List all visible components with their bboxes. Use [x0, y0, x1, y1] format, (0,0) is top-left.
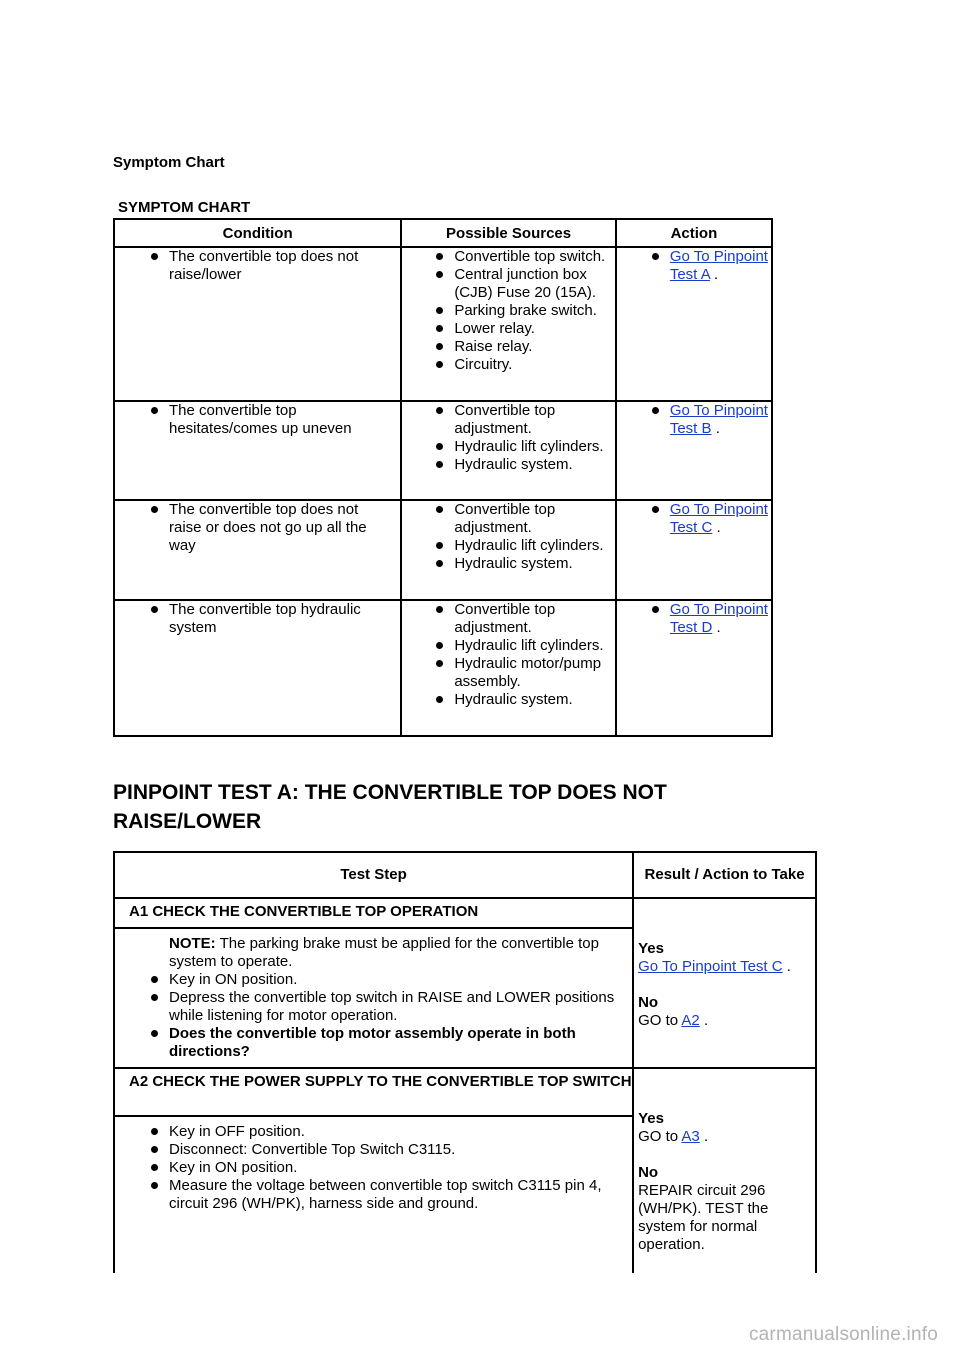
source-item: Raise relay.: [402, 338, 615, 356]
step-a2-body: [114, 1116, 633, 1273]
step-bullet: Depress the convertible top switch in RAISE and LOWER positions while listening for motor operation.: [115, 989, 620, 1025]
go-to-a2-link[interactable]: A2: [681, 1012, 700, 1029]
yes-prefix: GO to: [638, 1128, 682, 1145]
column-header-possible-sources: Possible Sources: [401, 219, 616, 247]
step-a1-body: [114, 928, 633, 1068]
source-item: Hydraulic lift cylinders.: [402, 637, 615, 655]
action-suffix: .: [716, 519, 721, 536]
source-item: Convertible top switch.: [402, 248, 615, 266]
pinpoint-test-d-link[interactable]: Go To Pinpoint Test D: [669, 601, 768, 636]
step-bullet: Key in OFF position.: [115, 1123, 620, 1141]
source-item: Hydraulic system.: [402, 691, 615, 709]
pinpoint-test-b-link[interactable]: Go To Pinpoint Test B: [669, 402, 768, 437]
column-header-test-step: Test Step: [114, 852, 633, 898]
source-item: Circuitry.: [402, 356, 615, 374]
symptom-chart-header-row: [114, 219, 772, 247]
symptom-chart-caption: SYMPTOM CHART: [118, 199, 251, 216]
section-title: Symptom Chart: [113, 154, 225, 171]
watermark: carmanualsonline.info: [748, 1324, 938, 1345]
pinpoint-header-row: [114, 852, 816, 898]
no-label: No: [638, 994, 659, 1011]
no-text: REPAIR circuit 296 (WH/PK). TEST the system for normal operation.: [638, 1182, 769, 1253]
step-header-row: [114, 1068, 816, 1116]
source-item: Hydraulic motor/pump assembly.: [402, 655, 615, 691]
step-a2-header: A2 CHECK THE POWER SUPPLY TO THE CONVERTIBLE TOP SWITCH: [114, 1068, 633, 1116]
action-cell: [616, 247, 772, 401]
step-question: Does the convertible top motor assembly operate in both directions?: [115, 1025, 620, 1061]
source-item: Central junction box (CJB) Fuse 20 (15A).: [402, 266, 615, 302]
source-item: Convertible top adjustment.: [402, 402, 615, 438]
column-header-action: Action: [616, 219, 772, 247]
action-cell: [616, 401, 772, 500]
note-label: NOTE:: [169, 935, 216, 952]
source-item: Parking brake switch.: [402, 302, 615, 320]
go-to-pinpoint-test-c-link[interactable]: Go To Pinpoint Test C: [638, 958, 783, 975]
action-item: [617, 248, 771, 284]
sources-cell: [401, 247, 616, 401]
step-a1-header: A1 CHECK THE CONVERTIBLE TOP OPERATION: [114, 898, 633, 928]
sources-cell: [401, 401, 616, 500]
no-label: No: [638, 1164, 659, 1181]
condition-cell: [114, 500, 401, 600]
sources-cell: [401, 600, 616, 736]
source-item: Hydraulic lift cylinders.: [402, 438, 615, 456]
action-item: [617, 402, 771, 438]
source-item: Hydraulic lift cylinders.: [402, 537, 615, 555]
pinpoint-test-table: [113, 851, 817, 1273]
step-bullet: Disconnect: Convertible Top Switch C3115.: [115, 1141, 620, 1159]
source-item: Lower relay.: [402, 320, 615, 338]
step-bullet: Key in ON position.: [115, 971, 620, 989]
step-a2-result: [633, 1068, 816, 1273]
note-text: NOTE: The parking brake must be applied for the convertible top system to operate.: [169, 935, 599, 970]
table-row: [114, 500, 772, 600]
condition-text: The convertible top hydraulic system: [115, 601, 378, 637]
step-a1-result: [633, 898, 816, 1068]
table-row: [114, 247, 772, 401]
no-prefix: GO to: [638, 1012, 682, 1029]
source-item: Convertible top adjustment.: [402, 501, 615, 537]
pinpoint-test-title: PINPOINT TEST A: THE CONVERTIBLE TOP DOES NOT RAISE/LOWER: [113, 781, 667, 833]
condition-cell: [114, 401, 401, 500]
link-suffix: .: [703, 1012, 709, 1029]
yes-label: Yes: [638, 940, 664, 957]
action-suffix: .: [715, 420, 720, 437]
link-suffix: .: [786, 958, 791, 975]
step-bullet: Measure the voltage between convertible top switch C3115 pin 4, circuit 296 (WH/PK), harness side and ground.: [115, 1177, 620, 1213]
step-bullet: Key in ON position.: [115, 1159, 620, 1177]
column-header-result-action: Result / Action to Take: [633, 852, 816, 898]
action-cell: [616, 500, 772, 600]
condition-cell: [114, 600, 401, 736]
action-item: [617, 501, 771, 537]
source-item: Hydraulic system.: [402, 456, 615, 474]
link-suffix: .: [703, 1128, 709, 1145]
column-header-condition: Condition: [114, 219, 401, 247]
sources-cell: [401, 500, 616, 600]
table-row: [114, 600, 772, 736]
step-header-row: [114, 898, 816, 928]
pinpoint-test-c-link[interactable]: Go To Pinpoint Test C: [669, 501, 768, 536]
condition-text: The convertible top does not raise/lower: [115, 248, 370, 284]
action-item: [617, 601, 771, 637]
action-cell: [616, 600, 772, 736]
condition-text: The convertible top does not raise or does not go up all the way: [115, 501, 384, 555]
source-item: Convertible top adjustment.: [402, 601, 615, 637]
condition-cell: [114, 247, 401, 401]
action-suffix: .: [716, 619, 721, 636]
pinpoint-test-a-link[interactable]: Go To Pinpoint Test A: [669, 248, 768, 283]
yes-label: Yes: [638, 1110, 664, 1127]
action-suffix: .: [714, 266, 719, 283]
symptom-chart-table: [113, 218, 773, 737]
go-to-a3-link[interactable]: A3: [681, 1128, 700, 1145]
table-row: [114, 401, 772, 500]
source-item: Hydraulic system.: [402, 555, 615, 573]
condition-text: The convertible top hesitates/comes up uneven: [115, 402, 370, 438]
